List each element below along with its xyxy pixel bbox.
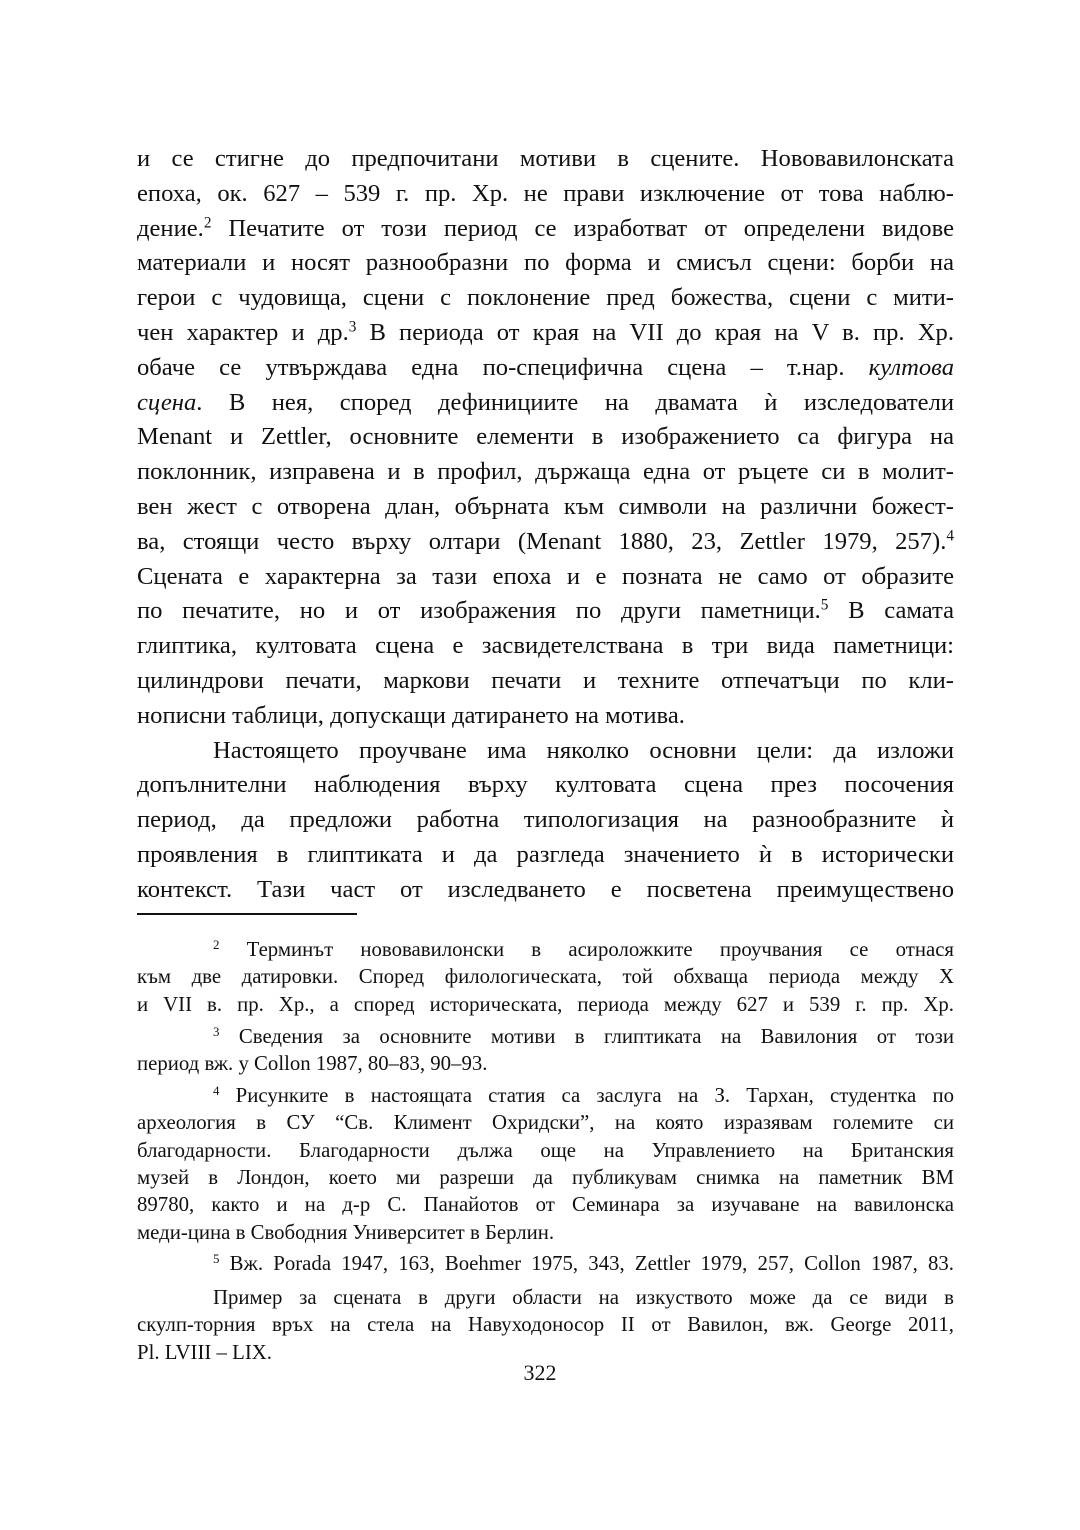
text-line bbox=[137, 212, 954, 247]
text-run: период, да предложи работна типологизация на разнообразните ѝ bbox=[137, 806, 954, 834]
footnote-line bbox=[137, 963, 954, 991]
text-line bbox=[137, 803, 954, 838]
text-run: Сведения за основните мотиви в глиптиката на Вавилония от този bbox=[219, 1025, 954, 1048]
text-run: В периода от края на VII до края на V в. пр. Хр. bbox=[356, 319, 954, 346]
text-run: ва, стоящи често върху олтари (Menant 1880, 23, Zettler 1979, 257). bbox=[137, 527, 947, 555]
text-line bbox=[137, 246, 954, 281]
text-run: благодарности. Благодарности дължа още на Управлението на Британския bbox=[137, 1138, 954, 1162]
text-run: меди-цина в Свободния Университет в Берлин. bbox=[137, 1220, 555, 1244]
text-run: дение. bbox=[137, 214, 204, 242]
footnote-line bbox=[137, 1164, 954, 1192]
text-line bbox=[137, 351, 954, 386]
text-run: по печатите, но и от изображения по други паметници. bbox=[137, 597, 821, 625]
footnote-line bbox=[213, 1023, 954, 1051]
italic-term: култова bbox=[868, 353, 954, 381]
text-run: поклонник, изправена и в профил, държаща една от ръцете си в молит- bbox=[137, 458, 954, 486]
footnote-marker[interactable]: 4 bbox=[213, 1083, 220, 1098]
text-line bbox=[137, 177, 954, 212]
text-run: проявления в глиптиката и да разгледа значението ѝ в исторически bbox=[137, 841, 954, 868]
body-text bbox=[137, 142, 954, 902]
text-run: период вж. у Collon 1987, 80–83, 90–93. bbox=[137, 1052, 488, 1076]
footnote-marker[interactable]: 2 bbox=[213, 937, 220, 952]
footnote-separator bbox=[137, 913, 357, 915]
text-run: Терминът нововавилонски в асироложките проучвания се отнася bbox=[219, 938, 954, 961]
footnote-marker[interactable]: 2 bbox=[203, 214, 212, 232]
footnote-line bbox=[137, 1137, 954, 1165]
text-run: . В нея, според дефинициите на двамата ѝ изследователи bbox=[196, 388, 954, 416]
text-run: цилиндрови печати, маркови печати и техните отпечатъци по кли- bbox=[137, 667, 954, 694]
page-number: 322 bbox=[523, 1360, 557, 1385]
text-line bbox=[137, 142, 954, 177]
text-line bbox=[137, 420, 954, 455]
text-run: Рисунките в настоящата статия са заслуга на З. Тархан, студентка по bbox=[219, 1084, 954, 1107]
footnotes bbox=[137, 936, 954, 1364]
text-run: Menant и Zettler, основните елементи в изображението са фигура на bbox=[137, 423, 954, 451]
text-run: чен характер и др. bbox=[137, 319, 349, 346]
text-line bbox=[137, 455, 954, 490]
text-line bbox=[137, 594, 954, 629]
text-run: Настоящето проучване има няколко основни цели: да изложи bbox=[213, 736, 954, 764]
footnote-line bbox=[137, 1050, 954, 1078]
text-line bbox=[137, 664, 954, 699]
footnote-line bbox=[137, 1219, 954, 1247]
footnote-marker[interactable]: 5 bbox=[820, 597, 829, 615]
footnote-marker[interactable]: 5 bbox=[213, 1251, 220, 1266]
text-run: Сцената е характерна за тази епоха и е позната не само от образите bbox=[137, 562, 954, 590]
italic-term: сцена bbox=[137, 388, 197, 416]
footnote-line bbox=[213, 1284, 954, 1312]
footnote-marker[interactable]: 3 bbox=[348, 318, 357, 336]
text-run: археология в СУ “Св. Климент Охридски”, на която изразявам големите си bbox=[137, 1111, 954, 1135]
text-line bbox=[137, 316, 954, 351]
text-run: Вж. Porada 1947, 163, Boehmer 1975, 343, Zettler 1979, 257, Collon 1987, 83. bbox=[219, 1252, 954, 1275]
text-line bbox=[137, 838, 954, 873]
text-run: и VII в. пр. Хр., а според историческата, периода между 627 и 539 г. пр. Хр. bbox=[137, 992, 954, 1016]
text-run: В самата bbox=[828, 597, 954, 625]
text-run: допълнителни наблюдения върху култовата сцена през посочения bbox=[137, 771, 954, 799]
footnote-line bbox=[137, 1109, 954, 1137]
footnote-line bbox=[137, 991, 954, 1019]
text-line bbox=[137, 525, 954, 560]
text-run: Pl. LVIII – LIX. bbox=[137, 1340, 272, 1364]
footnote-marker[interactable]: 4 bbox=[946, 527, 954, 545]
text-run: епоха, ок. 627 – 539 г. пр. Хр. не прави изключение от това наблю- bbox=[137, 179, 954, 207]
text-line bbox=[137, 699, 954, 734]
text-line bbox=[137, 386, 954, 421]
footnote-line bbox=[137, 1191, 954, 1219]
text-run: контекст. Тази част от изследването е посветена преимуществено bbox=[137, 875, 954, 903]
text-line bbox=[137, 560, 954, 595]
footnote-line bbox=[213, 1250, 954, 1278]
text-run: и се стигне до предпочитани мотиви в сцените. Нововавилонската bbox=[137, 145, 954, 172]
text-line bbox=[137, 490, 954, 525]
text-line bbox=[137, 629, 954, 664]
footnote-line bbox=[137, 1311, 954, 1339]
text-line bbox=[137, 281, 954, 316]
text-line bbox=[137, 768, 954, 803]
text-run: музей в Лондон, което ми разреши да публикувам снимка на паметник BM bbox=[137, 1165, 954, 1189]
text-run: обаче се утвърждава една по-специфична сцена – т.нар. bbox=[137, 353, 869, 381]
text-run: 89780, както и на д-р С. Панайотов от Семинара за изучаване на вавилонска bbox=[137, 1193, 954, 1217]
text-run: скулп-торния връх на стела на Навуходоносор II от Вавилон, вж. George 2011, bbox=[137, 1313, 954, 1337]
text-run: материали и носят разнообразни по форма и смисъл сцени: борби на bbox=[137, 249, 954, 277]
footnote-marker[interactable]: 3 bbox=[213, 1024, 220, 1039]
text-line bbox=[213, 734, 954, 769]
text-run: вен жест с отворена длан, обърната към символи на различни божест- bbox=[137, 493, 954, 520]
text-run: глиптика, култовата сцена е засвидетелствана в три вида паметници: bbox=[137, 632, 954, 660]
footnote-line bbox=[213, 936, 954, 964]
text-run: герои с чудовища, сцени с поклонение пред божества, сцени с мити- bbox=[137, 284, 954, 312]
text-run: Пример за сцената в други области на изкуството може да се види в bbox=[213, 1286, 954, 1309]
footnote-line bbox=[213, 1082, 954, 1110]
text-line bbox=[137, 873, 954, 908]
text-run: към две датировки. Според филологическата, той обхваща периода между X bbox=[137, 965, 954, 989]
text-run: нописни таблици, допускащи датирането на мотива. bbox=[137, 701, 685, 729]
text-run: Печатите от този период се изработват от определени видове bbox=[211, 214, 954, 242]
